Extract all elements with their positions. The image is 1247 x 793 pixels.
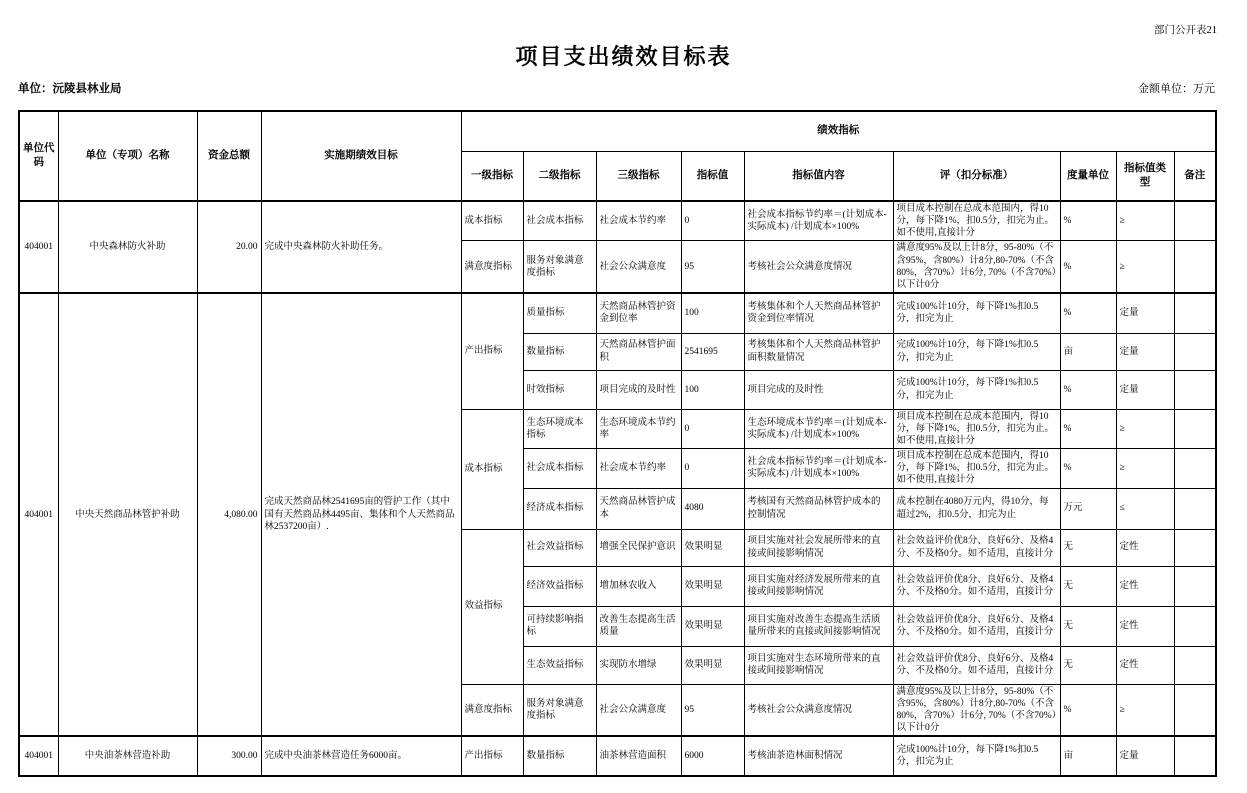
cell-indicator-value: 效果明显 — [681, 529, 744, 566]
cell-value-content: 考核油茶造林面积情况 — [744, 736, 893, 776]
cell-remark — [1174, 684, 1216, 736]
cell-value-type: 定性 — [1116, 646, 1174, 684]
cell-indicator-l2: 生态效益指标 — [523, 646, 596, 684]
amount-unit-label: 金额单位：万元 — [1138, 83, 1215, 95]
cell-value-type: 定性 — [1116, 606, 1174, 646]
page-title: 项目支出绩效目标表 — [515, 44, 732, 69]
unit-label: 单位：沅陵县林业局 — [18, 83, 122, 95]
cell-remark — [1174, 529, 1216, 566]
header-l1-indicator: 一级指标 — [461, 151, 523, 201]
cell-impl-goal: 完成天然商品林2541695亩的管护工作（其中国有天然商品林4495亩、集体和个人天然商品林2537200亩）. — [261, 293, 461, 736]
cell-value-content: 项目实施对生态环境所带来的直接或间接影响情况 — [744, 646, 893, 684]
cell-indicator-l3: 天然商品林管护面积 — [596, 333, 681, 370]
cell-indicator-l3: 社会公众满意度 — [596, 684, 681, 736]
cell-project-name: 中央油茶林营造补助 — [58, 736, 197, 776]
cell-indicator-l3: 实现防水增绿 — [596, 646, 681, 684]
cell-indicator-l3: 天然商品林管护资金到位率 — [596, 293, 681, 333]
cell-indicator-value: 效果明显 — [681, 566, 744, 606]
cell-indicator-l2: 数量指标 — [523, 333, 596, 370]
cell-value-type: 定性 — [1116, 529, 1174, 566]
cell-value-type: ≥ — [1116, 241, 1174, 293]
cell-indicator-l2: 社会成本指标 — [523, 201, 596, 241]
cell-value-content: 考核社会公众满意度情况 — [744, 684, 893, 736]
cell-indicator-l2: 质量指标 — [523, 293, 596, 333]
header-l2-indicator: 二级指标 — [523, 151, 596, 201]
cell-indicator-value: 95 — [681, 241, 744, 293]
cell-indicator-l3: 增加林农收入 — [596, 566, 681, 606]
cell-measure-unit: 无 — [1060, 606, 1116, 646]
cell-measure-unit: 亩 — [1060, 736, 1116, 776]
cell-value-content: 项目实施对改善生态提高生活质量所带来的直接或间接影响情况 — [744, 606, 893, 646]
header-eval-standard: 评（扣分标准） — [893, 151, 1060, 201]
cell-unit-code: 404001 — [19, 201, 58, 293]
cell-impl-goal: 完成中央森林防火补助任务。 — [261, 201, 461, 293]
cell-indicator-l2: 服务对象满意度指标 — [523, 684, 596, 736]
cell-indicator-l2: 数量指标 — [523, 736, 596, 776]
cell-indicator-l3: 改善生态提高生活质量 — [596, 606, 681, 646]
cell-eval-standard: 项目成本控制在总成本范围内，得10分，每下降1%，扣0.5分，扣完为止。如不使用,直接计分 — [893, 201, 1060, 241]
cell-indicator-l1: 产出指标 — [461, 293, 523, 409]
cell-eval-standard: 完成100%计10分，每下降1%扣0.5分，扣完为止 — [893, 333, 1060, 370]
cell-value-content: 考核国有天然商品林管护成本的控制情况 — [744, 488, 893, 529]
cell-remark — [1174, 409, 1216, 448]
cell-indicator-l3: 社会公众满意度 — [596, 241, 681, 293]
cell-measure-unit: 无 — [1060, 646, 1116, 684]
performance-target-table — [18, 110, 1217, 777]
header-indicator-value: 指标值 — [681, 151, 744, 201]
cell-measure-unit: 亩 — [1060, 333, 1116, 370]
form-number: 部门公开表21 — [1154, 25, 1217, 36]
cell-indicator-l3: 天然商品林管护成本 — [596, 488, 681, 529]
cell-value-content: 项目实施对经济发展所带来的直接或间接影响情况 — [744, 566, 893, 606]
cell-eval-standard: 项目成本控制在总成本范围内，得10分，每下降1%，扣0.5分，扣完为止。如不使用,直接计分 — [893, 449, 1060, 488]
cell-indicator-l1: 满意度指标 — [461, 241, 523, 293]
cell-eval-standard: 满意度95%及以上计8分，95-80%（不含95%，含80%）计8分,80-70%（不含80%，含70%）计6分, 70%（不含70%）以下计0分 — [893, 684, 1060, 736]
cell-measure-unit: % — [1060, 293, 1116, 333]
cell-eval-standard: 社会效益评价优8分、良好6分、及格4分、不及格0分。如不适用，直接计分 — [893, 529, 1060, 566]
cell-project-name: 中央森林防火补助 — [58, 201, 197, 293]
cell-eval-standard: 项目成本控制在总成本范围内，得10分，每下降1%，扣0.5分，扣完为止。如不使用,直接计分 — [893, 409, 1060, 448]
cell-indicator-value: 4080 — [681, 488, 744, 529]
cell-eval-standard: 完成100%计10分，每下降1%扣0.5分，扣完为止 — [893, 293, 1060, 333]
cell-value-type: ≥ — [1116, 409, 1174, 448]
cell-value-type: ≤ — [1116, 488, 1174, 529]
table-row — [19, 201, 1216, 241]
cell-value-content: 考核集体和个人天然商品林管护面积数量情况 — [744, 333, 893, 370]
cell-eval-standard: 社会效益评价优8分、良好6分、及格4分、不及格0分。如不适用，直接计分 — [893, 646, 1060, 684]
cell-indicator-value: 95 — [681, 684, 744, 736]
cell-value-content: 社会成本指标节约率＝(计划成本-实际成本) /计划成本×100% — [744, 449, 893, 488]
cell-fund-total: 300.00 — [197, 736, 261, 776]
header-remark: 备注 — [1174, 151, 1216, 201]
cell-indicator-value: 效果明显 — [681, 646, 744, 684]
cell-indicator-l2: 社会效益指标 — [523, 529, 596, 566]
cell-measure-unit: % — [1060, 241, 1116, 293]
cell-indicator-l1: 产出指标 — [461, 736, 523, 776]
cell-eval-standard: 完成100%计10分，每下降1%扣0.5分，扣完为止 — [893, 370, 1060, 409]
cell-indicator-l2: 生态环境成本指标 — [523, 409, 596, 448]
cell-measure-unit: 无 — [1060, 566, 1116, 606]
cell-indicator-value: 100 — [681, 370, 744, 409]
cell-remark — [1174, 606, 1216, 646]
cell-value-type: ≥ — [1116, 201, 1174, 241]
cell-indicator-l2: 服务对象满意度指标 — [523, 241, 596, 293]
cell-project-name: 中央天然商品林管护补助 — [58, 293, 197, 736]
header-value-type: 指标值类型 — [1116, 151, 1174, 201]
cell-indicator-l3: 社会成本节约率 — [596, 201, 681, 241]
cell-eval-standard: 成本控制在4080万元内，得10分，每超过2%，扣0.5分，扣完为止 — [893, 488, 1060, 529]
cell-value-type: ≥ — [1116, 684, 1174, 736]
cell-indicator-l2: 经济效益指标 — [523, 566, 596, 606]
cell-remark — [1174, 333, 1216, 370]
cell-value-content: 考核社会公众满意度情况 — [744, 241, 893, 293]
table-row — [19, 293, 1216, 333]
cell-impl-goal: 完成中央油茶林营造任务6000亩。 — [261, 736, 461, 776]
cell-measure-unit: % — [1060, 449, 1116, 488]
cell-value-type: 定量 — [1116, 370, 1174, 409]
cell-value-type: 定量 — [1116, 333, 1174, 370]
cell-indicator-l3: 增强全民保护意识 — [596, 529, 681, 566]
header-l3-indicator: 三级指标 — [596, 151, 681, 201]
cell-remark — [1174, 370, 1216, 409]
cell-fund-total: 20.00 — [197, 201, 261, 293]
header-measure-unit: 度量单位 — [1060, 151, 1116, 201]
cell-indicator-l1: 成本指标 — [461, 201, 523, 241]
cell-indicator-l2: 可持续影响指标 — [523, 606, 596, 646]
cell-eval-standard: 完成100%计10分，每下降1%扣0.5分，扣完为止 — [893, 736, 1060, 776]
cell-indicator-value: 0 — [681, 201, 744, 241]
cell-eval-standard: 社会效益评价优8分、良好6分、及格4分、不及格0分。如不适用，直接计分 — [893, 566, 1060, 606]
header-project-name: 单位（专项）名称 — [58, 111, 197, 201]
cell-measure-unit: % — [1060, 370, 1116, 409]
cell-fund-total: 4,080.00 — [197, 293, 261, 736]
cell-indicator-l3: 社会成本节约率 — [596, 449, 681, 488]
cell-measure-unit: % — [1060, 201, 1116, 241]
cell-value-type: 定量 — [1116, 736, 1174, 776]
table-row — [19, 736, 1216, 776]
cell-indicator-l1: 成本指标 — [461, 409, 523, 529]
header-performance-group: 绩效指标 — [461, 111, 1216, 151]
cell-indicator-l1: 满意度指标 — [461, 684, 523, 736]
cell-indicator-l2: 时效指标 — [523, 370, 596, 409]
cell-indicator-l3: 生态环境成本节约率 — [596, 409, 681, 448]
cell-indicator-l2: 社会成本指标 — [523, 449, 596, 488]
header-value-content: 指标值内容 — [744, 151, 893, 201]
cell-remark — [1174, 736, 1216, 776]
cell-remark — [1174, 449, 1216, 488]
header-unit-code: 单位代码 — [19, 111, 58, 201]
cell-indicator-value: 6000 — [681, 736, 744, 776]
cell-indicator-l1: 效益指标 — [461, 529, 523, 684]
cell-remark — [1174, 566, 1216, 606]
cell-measure-unit: 万元 — [1060, 488, 1116, 529]
cell-unit-code: 404001 — [19, 736, 58, 776]
cell-indicator-l3: 油茶林营造面积 — [596, 736, 681, 776]
meta-line — [18, 80, 1215, 96]
cell-value-type: 定性 — [1116, 566, 1174, 606]
header-impl-goal: 实施期绩效目标 — [261, 111, 461, 201]
cell-indicator-l2: 经济成本指标 — [523, 488, 596, 529]
cell-indicator-value: 2541695 — [681, 333, 744, 370]
cell-indicator-value: 0 — [681, 409, 744, 448]
cell-value-type: ≥ — [1116, 449, 1174, 488]
cell-unit-code: 404001 — [19, 293, 58, 736]
cell-eval-standard: 满意度95%及以上计8分，95-80%（不含95%，含80%）计8分,80-70%（不含80%，含70%）计6分, 70%（不含70%）以下计0分 — [893, 241, 1060, 293]
header-fund-total: 资金总额 — [197, 111, 261, 201]
cell-eval-standard: 社会效益评价优8分、良好6分、及格4分、不及格0分。如不适用，直接计分 — [893, 606, 1060, 646]
cell-indicator-value: 效果明显 — [681, 606, 744, 646]
cell-remark — [1174, 201, 1216, 241]
cell-remark — [1174, 293, 1216, 333]
cell-measure-unit: 无 — [1060, 529, 1116, 566]
cell-value-content: 项目完成的及时性 — [744, 370, 893, 409]
cell-value-content: 考核集体和个人天然商品林管护资金到位率情况 — [744, 293, 893, 333]
cell-measure-unit: % — [1060, 409, 1116, 448]
cell-indicator-value: 0 — [681, 449, 744, 488]
cell-indicator-l3: 项目完成的及时性 — [596, 370, 681, 409]
cell-indicator-value: 100 — [681, 293, 744, 333]
cell-value-type: 定量 — [1116, 293, 1174, 333]
cell-value-content: 社会成本指标节约率＝(计划成本-实际成本) /计划成本×100% — [744, 201, 893, 241]
cell-remark — [1174, 488, 1216, 529]
cell-measure-unit: % — [1060, 684, 1116, 736]
cell-remark — [1174, 241, 1216, 293]
cell-value-content: 项目实施对社会发展所带来的直接或间接影响情况 — [744, 529, 893, 566]
cell-remark — [1174, 646, 1216, 684]
cell-value-content: 生态环境成本节约率＝(计划成本-实际成本) /计划成本×100% — [744, 409, 893, 448]
